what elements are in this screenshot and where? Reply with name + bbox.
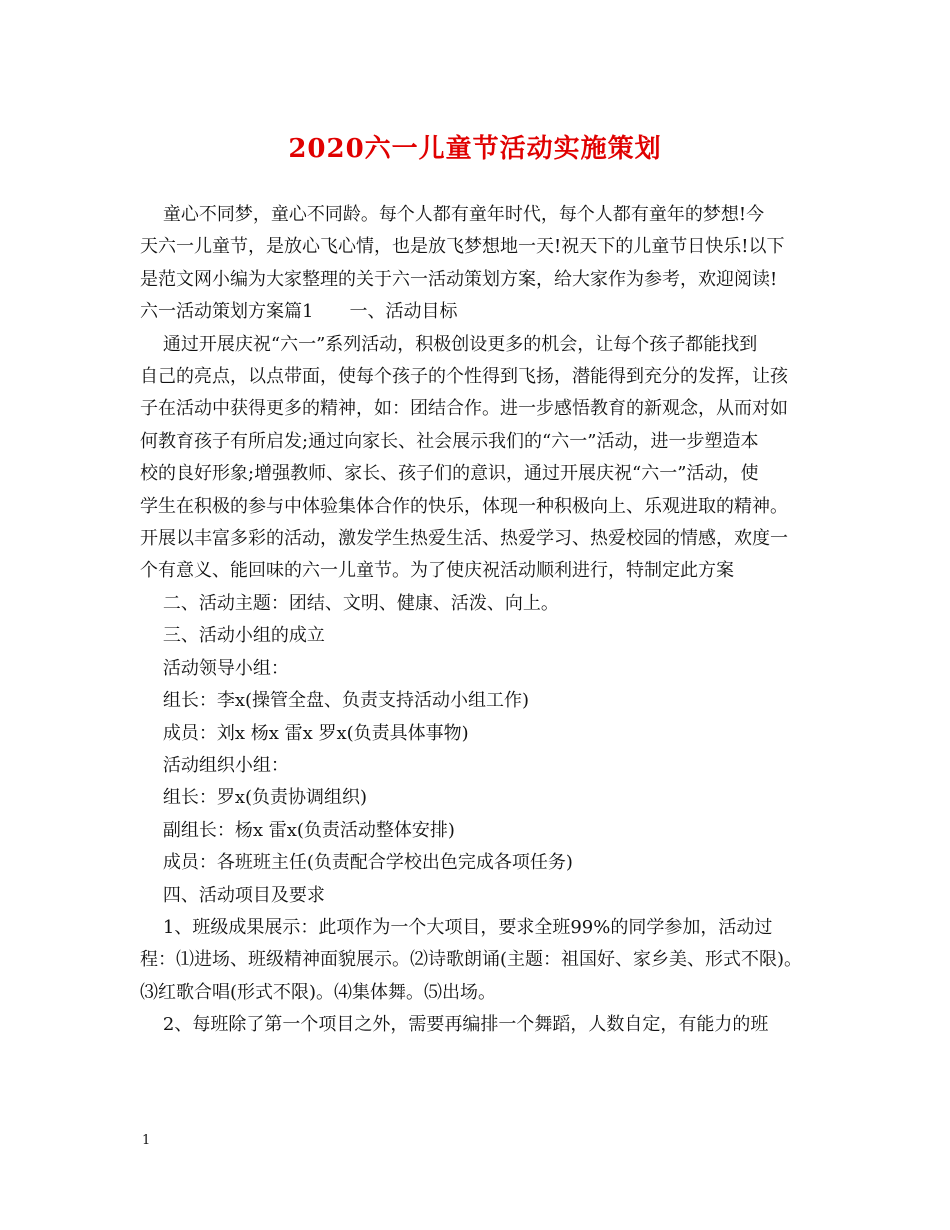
page-number: 1 xyxy=(142,1133,151,1148)
body-line: 2、每班除了第一个项目之外，需要再编排一个舞蹈，人数自定，有能力的班 xyxy=(140,1014,769,1036)
body-line: 个有意义、能回味的六一儿童节。为了使庆祝活动顺利进行，特制定此方案 xyxy=(140,560,734,582)
body-line: 活动领导小组： xyxy=(140,657,289,679)
page-title: 2020六一儿童节活动实施策划 xyxy=(288,134,662,164)
body-line: 是范文网小编为大家整理的关于六一活动策划方案，给大家作为参考，欢迎阅读! xyxy=(140,268,778,290)
body-line: 成员：刘x 杨x 雷x 罗x(负责具体事物) xyxy=(140,722,469,744)
body-line: ⑶红歌合唱(形式不限)。⑷集体舞。⑸出场。 xyxy=(140,981,497,1003)
body-line: 学生在积极的参与中体验集体合作的快乐，体现一种积极向上、乐观进取的精神。 xyxy=(140,495,788,517)
body-line: 何教育孩子有所启发;通过向家长、社会展示我们的“六一”活动，进一步塑造本 xyxy=(140,430,759,452)
body-line: 程：⑴进场、班级精神面貌展示。⑵诗歌朗诵(主题：祖国好、家乡美、形式不限)。 xyxy=(140,949,803,971)
body-line: 童心不同梦，童心不同龄。每个人都有童年时代，每个人都有童年的梦想!今 xyxy=(140,204,765,225)
body-line: 六一活动策划方案篇1 一、活动目标 xyxy=(140,301,458,323)
body-line: 成员：各班班主任(负责配合学校出色完成各项任务) xyxy=(140,852,573,874)
body-text xyxy=(140,199,840,1042)
body-line: 校的良好形象;增强教师、家长、孩子们的意识，通过开展庆祝“六一”活动，使 xyxy=(140,463,759,485)
body-line: 自己的亮点，以点带面，使每个孩子的个性得到飞扬，潜能得到充分的发挥，让孩 xyxy=(140,366,788,388)
body-line: 组长：李x(操管全盘、负责支持活动小组工作) xyxy=(140,690,530,712)
body-line: 四、活动项目及要求 xyxy=(140,884,325,906)
body-line: 组长：罗x(负责协调组织) xyxy=(140,787,368,809)
body-line: 三、活动小组的成立 xyxy=(140,625,325,647)
body-line: 二、活动主题：团结、文明、健康、活泼、向上。 xyxy=(140,592,559,614)
body-line: 子在活动中获得更多的精神，如：团结合作。进一步感悟教育的新观念，从而对如 xyxy=(140,398,788,420)
body-line: 1、班级成果展示：此项作为一个大项目，要求全班99%的同学参加，活动过 xyxy=(140,916,773,938)
body-line: 副组长：杨x 雷x(负责活动整体安排) xyxy=(140,819,455,841)
body-line: 天六一儿童节，是放心飞心情，也是放飞梦想地一天!祝天下的儿童节日快乐!以下 xyxy=(140,236,785,258)
body-line: 活动组织小组： xyxy=(140,754,289,776)
body-line: 通过开展庆祝“六一”系列活动，积极创设更多的机会，让每个孩子都能找到 xyxy=(140,333,758,355)
body-line: 开展以丰富多彩的活动，激发学生热爱生活、热爱学习、热爱校园的情感，欢度一 xyxy=(140,528,788,550)
